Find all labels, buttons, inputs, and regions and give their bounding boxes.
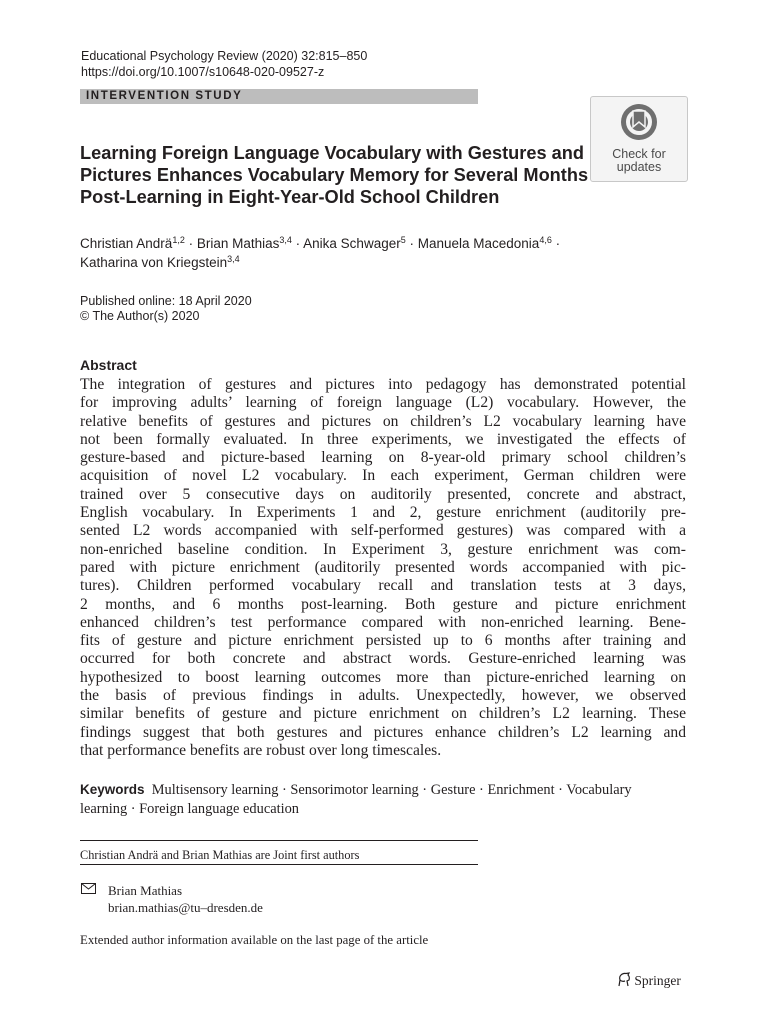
abstract-line: the basis of previous findings in adults. Unexpectedly, however, we observed — [80, 687, 686, 705]
journal-header — [81, 48, 367, 80]
abstract-line: fits of gesture and picture enrichment persisted up to 6 months after training and — [80, 632, 686, 650]
author-name[interactable]: Christian Andrä — [80, 236, 173, 251]
abstract-line: not been formally evaluated. In three experiments, we investigated the effects of — [80, 430, 686, 448]
publisher-logo — [617, 972, 681, 989]
abstract-line: hypothesized to boost learning outcomes more than picture-enriched learning on — [80, 668, 686, 686]
author-affiliation: 1,2 — [172, 235, 185, 245]
check-for-updates-badge[interactable] — [590, 96, 688, 182]
article-title: Learning Foreign Language Vocabulary with Gestures and Pictures Enhances Vocabulary Memory for Several Months Post-Learning in Eight-Year-Old School Children — [80, 143, 589, 207]
abstract-line: tures). Children performed vocabulary recall and translation tests at 3 days, — [80, 577, 686, 595]
author-affiliation: 5 — [400, 235, 406, 245]
keywords-heading: Keywords — [80, 782, 145, 797]
footnote-divider — [80, 840, 478, 841]
author-affiliation: 4,6 — [539, 235, 552, 245]
author-affiliation: 3,4 — [227, 254, 240, 264]
abstract-line: findings suggest that both gestures and pictures enhance children’s L2 learning and — [80, 723, 686, 741]
springer-horse-icon — [617, 972, 631, 987]
abstract-line: 2 months, and 6 months post-learning. Both gesture and picture enrichment — [80, 595, 686, 613]
keywords-list: Multisensory learning · Sensorimotor learning · Gesture · Enrichment · Vocabulary — [151, 782, 632, 798]
envelope-icon — [81, 883, 96, 894]
contact-email[interactable]: brian.mathias@tu–dresden.de — [108, 900, 263, 915]
author-affiliation: 3,4 — [279, 235, 292, 245]
abstract-body — [80, 376, 686, 760]
article-type-label: INTERVENTION STUDY — [86, 90, 243, 102]
abstract-line: relative benefits of gestures and pictures on children’s L2 vocabulary learning have — [80, 412, 686, 430]
keywords-list-continued: learning · Foreign language education — [80, 801, 299, 817]
author-name[interactable]: Katharina von Kriegstein — [80, 255, 228, 270]
journal-citation: Educational Psychology Review (2020) 32:815–850 — [81, 49, 368, 63]
check-for-updates-label: Check for updates — [612, 147, 666, 174]
published-date: Published online: 18 April 2020 — [80, 294, 252, 308]
keywords-block — [80, 780, 686, 819]
publisher-name: Springer — [634, 973, 681, 988]
abstract-line: gesture-based and picture-based learning on 8-year-old primary school children’s — [80, 449, 686, 467]
abstract-line: similar benefits of gesture and picture enrichment on children’s L2 learning. These — [80, 705, 686, 723]
author-name[interactable]: Anika Schwager — [303, 236, 401, 251]
author-name[interactable]: Brian Mathias — [196, 236, 280, 251]
abstract-line: sented L2 words accompanied with self-performed gestures) was compared with a — [80, 522, 686, 540]
copyright-icon: © — [80, 309, 90, 323]
publication-info — [80, 294, 252, 324]
corresponding-author — [108, 882, 263, 916]
abstract-line: that performance benefits are robust over long timescales. — [80, 741, 442, 759]
abstract-line: The integration of gestures and pictures into pedagogy has demonstrated potential — [80, 376, 686, 393]
abstract-line: English vocabulary. In Experiments 1 and 2, gesture enrichment (auditorily pre- — [80, 504, 686, 522]
copyright-line: © The Author(s) 2020 — [80, 309, 200, 323]
bookmark-ribbon-icon — [619, 102, 659, 146]
abstract-line: enhanced children’s test performance compared with non-enriched learning. Bene- — [80, 613, 686, 631]
abstract-line: pared with picture enrichment (auditorily presented words accompanied with pic- — [80, 558, 686, 576]
doi-link[interactable]: https://doi.org/10.1007/s10648-020-09527-z — [81, 65, 325, 79]
abstract-line: trained over 5 consecutive days on auditorily presented, concrete and abstract, — [80, 485, 686, 503]
abstract-line: acquisition of novel L2 vocabulary. In each experiment, German children were — [80, 467, 686, 485]
author-list: Christian Andrä$^{1,2}$ · Brian Mathias$^{3,4}$ · Anika Schwager$^5$ · Manuela Macedonia$^{4,6}$ · Katharina von Kriegstein$^{3,4}$ — [80, 235, 561, 270]
abstract-line: occurred for both concrete and abstract words. Gesture-enriched learning was — [80, 650, 686, 668]
contact-name: Brian Mathias — [108, 883, 183, 898]
abstract-line: for improving adults’ learning of foreign language (L2) vocabulary. However, the — [80, 394, 686, 412]
author-name[interactable]: Manuela Macedonia — [417, 236, 540, 251]
abstract-line: non-enriched baseline condition. In Experiment 3, gesture enrichment was com- — [80, 540, 686, 558]
joint-authorship-note: Christian Andrä and Brian Mathias are Joint first authors — [80, 848, 360, 862]
article-type-bar — [80, 89, 478, 104]
abstract-heading: Abstract — [80, 357, 137, 373]
extended-author-info: Extended author information available on the last page of the article — [80, 933, 429, 947]
footnote-divider — [80, 864, 478, 865]
